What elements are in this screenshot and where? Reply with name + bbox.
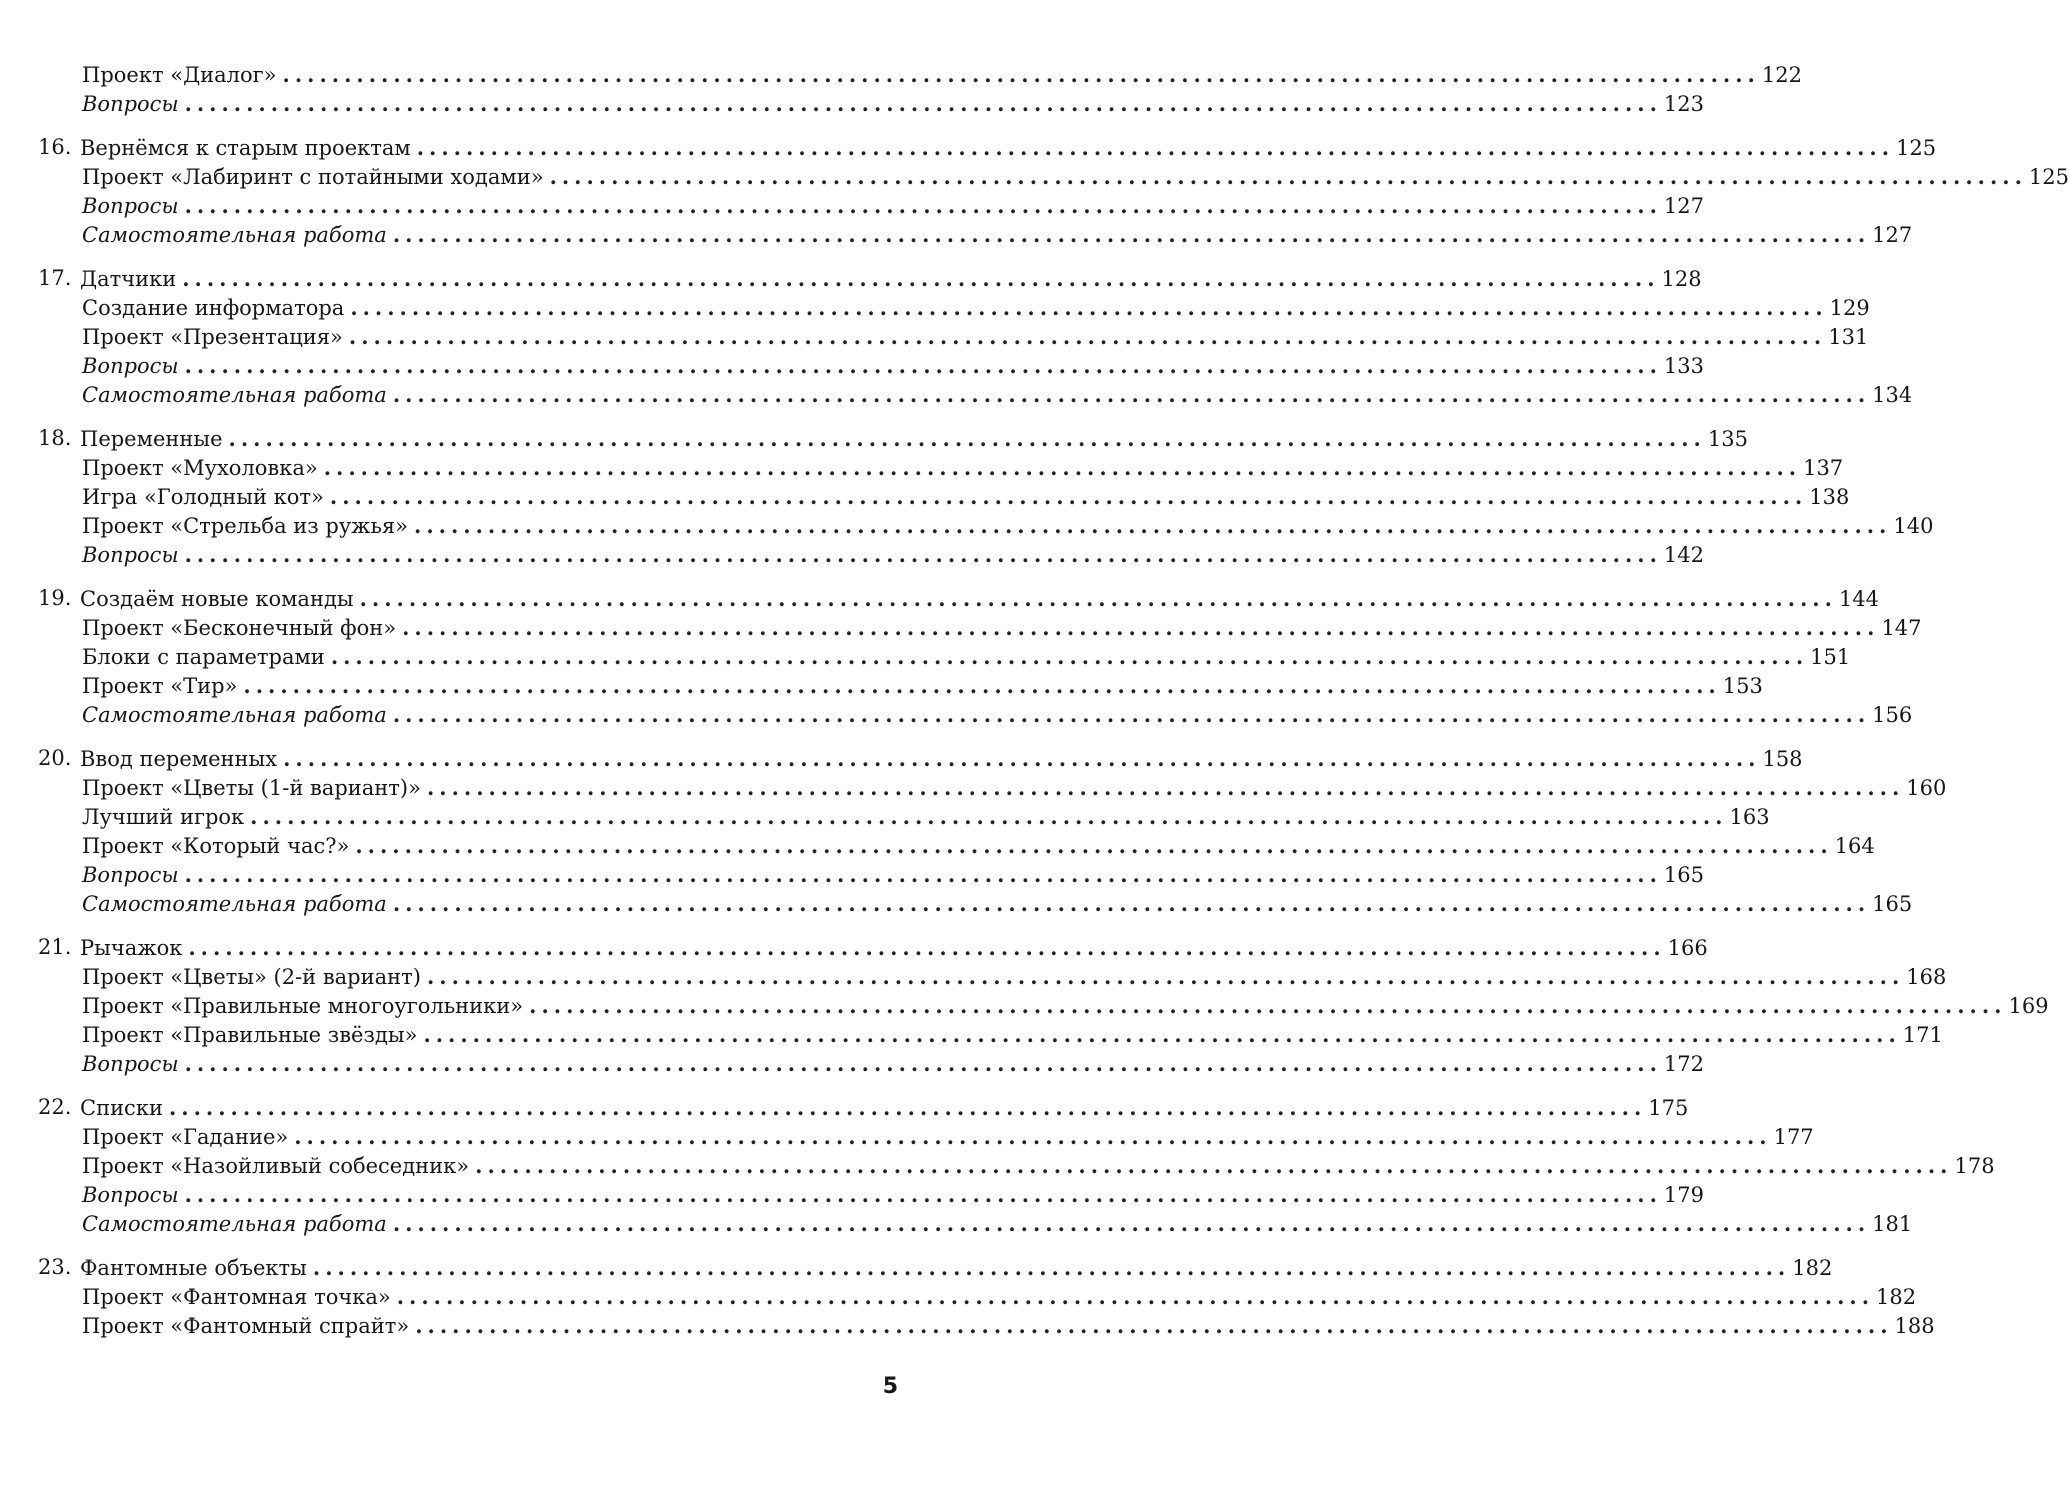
entry-page-number: 135	[1708, 425, 1748, 454]
toc-entry	[0, 962, 1947, 991]
entry-page-number: 156	[1872, 701, 1912, 730]
toc-entry	[0, 831, 1875, 860]
toc-entry	[0, 89, 1704, 118]
entry-page-number: 158	[1762, 745, 1802, 774]
entry-page-number: 166	[1668, 934, 1708, 963]
leader-dots: ........................................................................................................................	[184, 91, 1662, 116]
chapter-number: 16.	[38, 135, 72, 159]
entry-page-number: 172	[1664, 1050, 1704, 1079]
toc-entry	[0, 773, 1947, 802]
entry-page-number: 175	[1648, 1094, 1688, 1123]
leader-dots: ........................................................................................................................	[475, 1153, 1953, 1178]
entry-page-number: 125	[2029, 163, 2069, 192]
entry-page-number: 144	[1839, 585, 1879, 614]
leader-dots: ........................................................................................................................	[184, 193, 1662, 218]
entry-page-number: 131	[1828, 323, 1868, 352]
toc-entry	[0, 1209, 1913, 1238]
entry-page-number: 179	[1664, 1181, 1704, 1210]
toc-entry	[0, 860, 1704, 889]
leader-dots: ........................................................................................................................	[414, 513, 1892, 538]
entry-title: Проект «Который час?»	[82, 832, 353, 861]
entry-title: Самостоятельная работа	[82, 701, 391, 730]
chapter-number: 18.	[38, 426, 72, 450]
chapter-number: 20.	[38, 746, 72, 770]
leader-dots: ........................................................................................................................	[416, 135, 1895, 160]
toc-entry	[0, 293, 1870, 322]
entry-title: Проект «Бесконечный фон»	[82, 614, 400, 643]
entry-page-number: 153	[1723, 672, 1763, 701]
entry-title: Проект «Цветы» (2-й вариант)	[82, 963, 425, 992]
leader-dots: ........................................................................................................................	[168, 1095, 1647, 1120]
toc-entry	[0, 1282, 1917, 1311]
entry-page-number: 181	[1872, 1210, 1912, 1239]
entry-title: Проект «Назойливый собеседник»	[82, 1152, 473, 1181]
toc-entry	[0, 511, 1934, 540]
table-of-contents	[0, 60, 2069, 1355]
entry-page-number: 163	[1730, 803, 1770, 832]
toc-section	[0, 1253, 1935, 1340]
entry-title: Проект «Правильные звёзды»	[82, 1021, 421, 1050]
entry-title: Самостоятельная работа	[82, 221, 391, 250]
toc-entry	[0, 1253, 1833, 1282]
entry-page-number: 123	[1664, 90, 1704, 119]
leader-dots: ........................................................................................................................	[392, 1211, 1871, 1236]
entry-title: Переменные	[80, 425, 227, 454]
toc-entry	[0, 991, 2049, 1020]
toc-section	[0, 424, 1934, 569]
entry-title: Создаём новые команды	[80, 585, 358, 614]
entry-title: Создание информатора	[82, 294, 348, 323]
entry-title: Проект «Стрельба из ружья»	[82, 512, 412, 541]
entry-page-number: 182	[1876, 1283, 1916, 1312]
toc-entry	[0, 453, 1844, 482]
leader-dots: ........................................................................................................................	[329, 484, 1808, 509]
leader-dots: ........................................................................................................................	[228, 426, 1706, 451]
entry-title: Проект «Презентация»	[82, 323, 347, 352]
leader-dots: ........................................................................................................................	[529, 993, 2007, 1018]
entry-title: Вопросы	[82, 90, 183, 119]
entry-title: Лучший игрок	[82, 803, 248, 832]
toc-entry	[0, 424, 1748, 453]
entry-page-number: 122	[1762, 61, 1802, 90]
entry-page-number: 178	[1954, 1152, 1994, 1181]
toc-section	[0, 1093, 1995, 1238]
entry-title: Проект «Тир»	[82, 672, 241, 701]
toc-entry	[0, 613, 1922, 642]
toc-entry	[0, 191, 1704, 220]
toc-entry	[0, 380, 1913, 409]
leader-dots: ........................................................................................................................	[549, 164, 2027, 189]
toc-entry	[0, 1122, 1814, 1151]
entry-page-number: 134	[1872, 381, 1912, 410]
entry-title: Самостоятельная работа	[82, 1210, 391, 1239]
toc-entry	[0, 482, 1850, 511]
leader-dots: ........................................................................................................................	[184, 1182, 1662, 1207]
toc-section	[0, 133, 2069, 249]
entry-title: Рычажок	[80, 934, 186, 963]
leader-dots: ........................................................................................................................	[282, 62, 1760, 87]
entry-page-number: 138	[1809, 483, 1849, 512]
leader-dots: ........................................................................................................................	[426, 964, 1905, 989]
entry-title: Проект «Цветы (1-й вариант)»	[82, 774, 425, 803]
entry-title: Проект «Лабиринт с потайными ходами»	[82, 163, 548, 192]
leader-dots: ........................................................................................................................	[396, 1284, 1875, 1309]
chapter-number: 21.	[38, 935, 72, 959]
entry-title: Вернёмся к старым проектам	[80, 134, 415, 163]
toc-entry	[0, 671, 1763, 700]
entry-page-number: 165	[1664, 861, 1704, 890]
entry-title: Игра «Голодный кот»	[82, 483, 328, 512]
entry-page-number: 182	[1792, 1254, 1832, 1283]
entry-page-number: 188	[1895, 1312, 1935, 1341]
leader-dots: ........................................................................................................................	[330, 644, 1809, 669]
toc-entry	[0, 540, 1704, 569]
toc-entry	[0, 1311, 1935, 1340]
toc-entry	[0, 744, 1803, 773]
toc-section	[0, 584, 1922, 729]
entry-title: Вопросы	[82, 1050, 183, 1079]
leader-dots: ........................................................................................................................	[348, 324, 1827, 349]
leader-dots: ........................................................................................................................	[184, 542, 1662, 567]
entry-title: Проект «Мухоловка»	[82, 454, 322, 483]
toc-entry	[0, 1151, 1995, 1180]
entry-title: Проект «Диалог»	[82, 61, 281, 90]
leader-dots: ........................................................................................................................	[392, 891, 1871, 916]
leader-dots: ........................................................................................................................	[359, 586, 1837, 611]
entry-page-number: 171	[1903, 1021, 1943, 1050]
entry-title: Вопросы	[82, 861, 183, 890]
toc-entry	[0, 933, 1708, 962]
entry-page-number: 137	[1803, 454, 1843, 483]
entry-page-number: 160	[1906, 774, 1946, 803]
leader-dots: ........................................................................................................................	[392, 702, 1871, 727]
toc-entry	[0, 162, 2069, 191]
entry-page-number: 151	[1810, 643, 1850, 672]
chapter-number: 17.	[38, 266, 72, 290]
leader-dots: ........................................................................................................................	[184, 1051, 1662, 1076]
entry-title: Вопросы	[82, 541, 183, 570]
toc-entry	[0, 889, 1913, 918]
entry-title: Списки	[80, 1094, 167, 1123]
chapter-number: 23.	[38, 1255, 72, 1279]
toc-entry	[0, 322, 1869, 351]
leader-dots: ........................................................................................................................	[312, 1255, 1791, 1280]
leader-dots: ........................................................................................................................	[415, 1313, 1893, 1338]
entry-title: Самостоятельная работа	[82, 890, 391, 919]
toc-entry	[0, 60, 1802, 89]
entry-title: Блоки с параметрами	[82, 643, 329, 672]
leader-dots: ........................................................................................................................	[355, 833, 1833, 858]
leader-dots: ........................................................................................................................	[283, 746, 1761, 771]
leader-dots: ........................................................................................................................	[350, 295, 1828, 320]
leader-dots: ........................................................................................................................	[188, 935, 1666, 960]
entry-title: Проект «Правильные многоугольники»	[82, 992, 527, 1021]
toc-section	[0, 933, 2049, 1078]
entry-title: Вопросы	[82, 192, 183, 221]
toc-section	[0, 60, 1802, 118]
leader-dots: ........................................................................................................................	[184, 353, 1662, 378]
toc-entry	[0, 642, 1851, 671]
entry-page-number: 129	[1830, 294, 1870, 323]
entry-title: Вопросы	[82, 1181, 183, 1210]
toc-entry	[0, 133, 1937, 162]
entry-title: Проект «Гадание»	[82, 1123, 292, 1152]
entry-title: Проект «Фантомная точка»	[82, 1283, 395, 1312]
toc-entry	[0, 584, 1880, 613]
entry-page-number: 177	[1774, 1123, 1814, 1152]
page-number: 5	[882, 1374, 898, 1399]
toc-section	[0, 744, 1947, 918]
leader-dots: ........................................................................................................................	[250, 804, 1728, 829]
leader-dots: ........................................................................................................................	[402, 615, 1880, 640]
leader-dots: ........................................................................................................................	[294, 1124, 1772, 1149]
leader-dots: ........................................................................................................................	[426, 775, 1905, 800]
leader-dots: ........................................................................................................................	[392, 382, 1871, 407]
toc-section	[0, 264, 1913, 409]
entry-title: Самостоятельная работа	[82, 381, 391, 410]
chapter-number: 19.	[38, 586, 72, 610]
leader-dots: ........................................................................................................................	[182, 266, 1660, 291]
toc-entry	[0, 1180, 1704, 1209]
entry-page-number: 140	[1893, 512, 1933, 541]
toc-entry	[0, 1020, 1943, 1049]
chapter-number: 22.	[38, 1095, 72, 1119]
entry-page-number: 142	[1664, 541, 1704, 570]
entry-page-number: 168	[1906, 963, 1946, 992]
toc-entry	[0, 220, 1913, 249]
leader-dots: ........................................................................................................................	[243, 673, 1721, 698]
entry-title: Вопросы	[82, 352, 183, 381]
leader-dots: ........................................................................................................................	[184, 862, 1662, 887]
entry-page-number: 125	[1896, 134, 1936, 163]
toc-entry	[0, 1093, 1689, 1122]
toc-entry	[0, 700, 1913, 729]
entry-page-number: 128	[1662, 265, 1702, 294]
entry-page-number: 165	[1872, 890, 1912, 919]
entry-title: Датчики	[80, 265, 180, 294]
toc-entry	[0, 1049, 1704, 1078]
toc-entry	[0, 802, 1770, 831]
entry-page-number: 133	[1664, 352, 1704, 381]
entry-title: Ввод переменных	[80, 745, 281, 774]
entry-page-number: 164	[1835, 832, 1875, 861]
toc-entry	[0, 264, 1702, 293]
leader-dots: ........................................................................................................................	[323, 455, 1802, 480]
entry-page-number: 127	[1872, 221, 1912, 250]
entry-page-number: 127	[1664, 192, 1704, 221]
leader-dots: ........................................................................................................................	[423, 1022, 1901, 1047]
toc-entry	[0, 351, 1704, 380]
entry-title: Фантомные объекты	[80, 1254, 311, 1283]
entry-title: Проект «Фантомный спрайт»	[82, 1312, 413, 1341]
entry-page-number: 169	[2008, 992, 2048, 1021]
entry-page-number: 147	[1881, 614, 1921, 643]
leader-dots: ........................................................................................................................	[392, 222, 1871, 247]
